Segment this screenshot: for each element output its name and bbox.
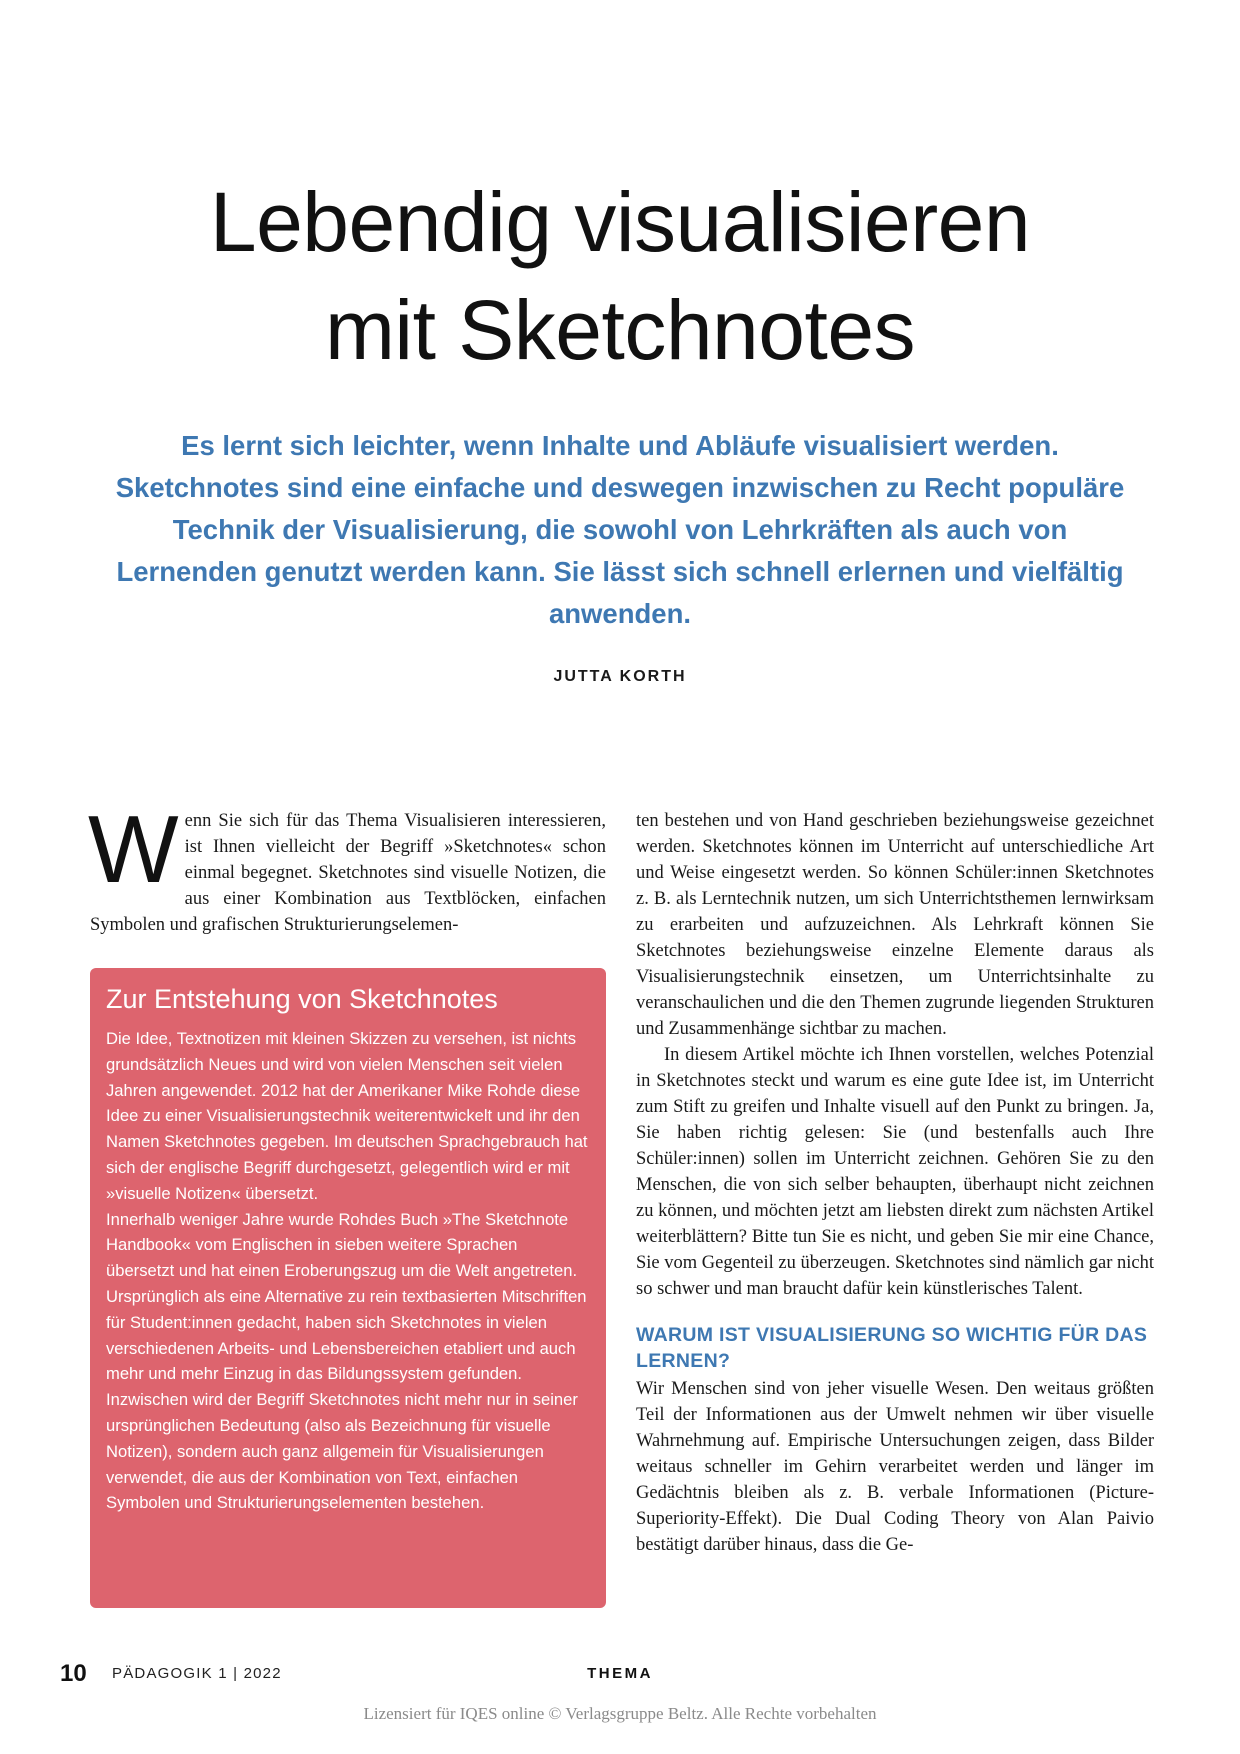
article-author: JUTTA KORTH bbox=[553, 668, 687, 685]
left-column bbox=[88, 796, 606, 938]
drop-cap: W bbox=[88, 796, 179, 903]
section-label: THEMA bbox=[587, 1665, 653, 1682]
info-box-title: Zur Entstehung von Sketchnotes bbox=[106, 984, 498, 1014]
article-lead: Es lernt sich leichter, wenn Inhalte und Abläufe visualisiert werden. Sketchnotes sind eine einfache und deswegen inzwischen zu Recht populäre Technik der Visualisierung, die sowohl von Lehrkräften als auch von Lernenden genutzt werden kann. Sie lässt sich schnell erlernen und vielfältig anwenden. bbox=[115, 430, 1125, 629]
right-paragraph-3: Wir Menschen sind von jeher visuelle Wesen. Den weitaus größten Teil der Informationen aus der Umwelt nehmen wir über visuelle Wahrnehmung auf. Empirische Untersuchungen zeigen, dass Bilder weitaus schneller im Gehirn verarbeitet werden und länger im Gedächtnis bleiben als z. B. verbale Informationen (Picture-Superiority-Effekt). Die Dual Coding Theory von Alan Paivio bestätigt darüber hinaus, dass die Ge- bbox=[636, 1379, 1154, 1555]
title-line-1: Lebendig visualisieren bbox=[209, 175, 1031, 269]
article-title bbox=[0, 168, 1240, 384]
info-box bbox=[90, 968, 606, 1608]
right-paragraph-2: In diesem Artikel möchte ich Ihnen vorstellen, welches Potenzial in Sketchnotes steckt und warum es eine gute Idee ist, im Unterricht zum Stift zu greifen und Inhalte visuell auf den Punkt zu bringen. Ja, Sie haben richtig gelesen: Sie (und bestenfalls auch Ihre Schüler:innen) sollen im Unterricht zeichnen. Gehören Sie zu den Menschen, die von sich selber behaupten, überhaupt nicht zeichnen zu können, und möchten jetzt am liebsten direkt zum nächsten Artikel weiterblättern? Bitte tun Sie es nicht, und geben Sie mir eine Chance, Sie vom Gegenteil zu überzeugen. Sketchnotes sind nämlich gar nicht so schwer und man braucht dafür kein künstlerisches Talent. bbox=[636, 1045, 1154, 1299]
intro-text: enn Sie sich für das Thema Visualisieren interessieren, ist Ihnen vielleicht der Begriff »Sketchnotes« schon einmal begegnet. Sketchnotes sind visuelle Notizen, die aus einer Kombination aus Textblöcken, einfachen Symbolen und grafischen Strukturierungselemen- bbox=[90, 811, 606, 935]
info-box-paragraph-3: Inzwischen wird der Begriff Sketchnotes nicht mehr nur in seiner ursprünglichen Bedeutung (also als Bezeichnung für visuelle Notizen), sondern auch ganz allgemein für Visualisierungen verwendet, die aus der Kombination von Text, einfachen Symbolen und Strukturierungselementen bestehen. bbox=[106, 1390, 578, 1513]
section-subheading: WARUM IST VISUALISIERUNG SO WICHTIG FÜR DAS LERNEN? bbox=[636, 1324, 1148, 1372]
title-line-2: mit Sketchnotes bbox=[324, 283, 916, 377]
right-column bbox=[636, 808, 1154, 1558]
page-footer bbox=[60, 1660, 1170, 1690]
license-notice: Lizensiert für IQES online © Verlagsgruppe Beltz. Alle Rechte vorbehalten bbox=[363, 1704, 877, 1723]
intro-paragraph bbox=[88, 796, 606, 938]
issue-label: PÄDAGOGIK 1 | 2022 bbox=[112, 1665, 282, 1682]
right-paragraph-1: ten bestehen und von Hand geschrieben beziehungsweise gezeichnet werden. Sketchnotes können im Unterricht auf unterschiedliche Art und Weise eingesetzt werden. So können Schüler:innen Sketchnotes z. B. als Lerntechnik nutzen, um sich Unterrichtsthemen lernwirksam zu erarbeiten und aufzuzeichnen. Als Lehrkraft können Sie Sketchnotes beziehungsweise einzelne Elemente daraus als Visualisierungstechnik einsetzen, um Unterrichtsinhalte zu veranschaulichen und die den Themen zugrunde liegenden Strukturen und Zusammenhänge sichtbar zu machen. bbox=[636, 811, 1154, 1039]
page-number: 10 bbox=[60, 1660, 87, 1687]
info-box-paragraph-1: Die Idee, Textnotizen mit kleinen Skizzen zu versehen, ist nichts grundsätzlich Neues und wird von vielen Menschen seit vielen Jahren angewendet. 2012 hat der Amerikaner Mike Rohde diese Idee zu einer Visualisierungstechnik weiterentwickelt und ihr den Namen Sketchnotes gegeben. Im deutschen Sprachgebrauch hat sich der englische Begriff durchgesetzt, gelegentlich wird er mit »visuelle Notizen« übersetzt. bbox=[106, 1029, 588, 1203]
info-box-paragraph-2: Innerhalb weniger Jahre wurde Rohdes Buch »The Sketchnote Handbook« vom Englischen in sieben weitere Sprachen übersetzt und hat einen Eroberungszug um die Welt angetreten. Ursprünglich als eine Alternative zu rein textbasierten Mitschriften für Student:innen gedacht, haben sich Sketchnotes in vielen verschiedenen Arbeits- und Lebensbereichen etabliert und auch mehr und mehr Einzug in das Bildungssystem gefunden. bbox=[106, 1209, 587, 1384]
